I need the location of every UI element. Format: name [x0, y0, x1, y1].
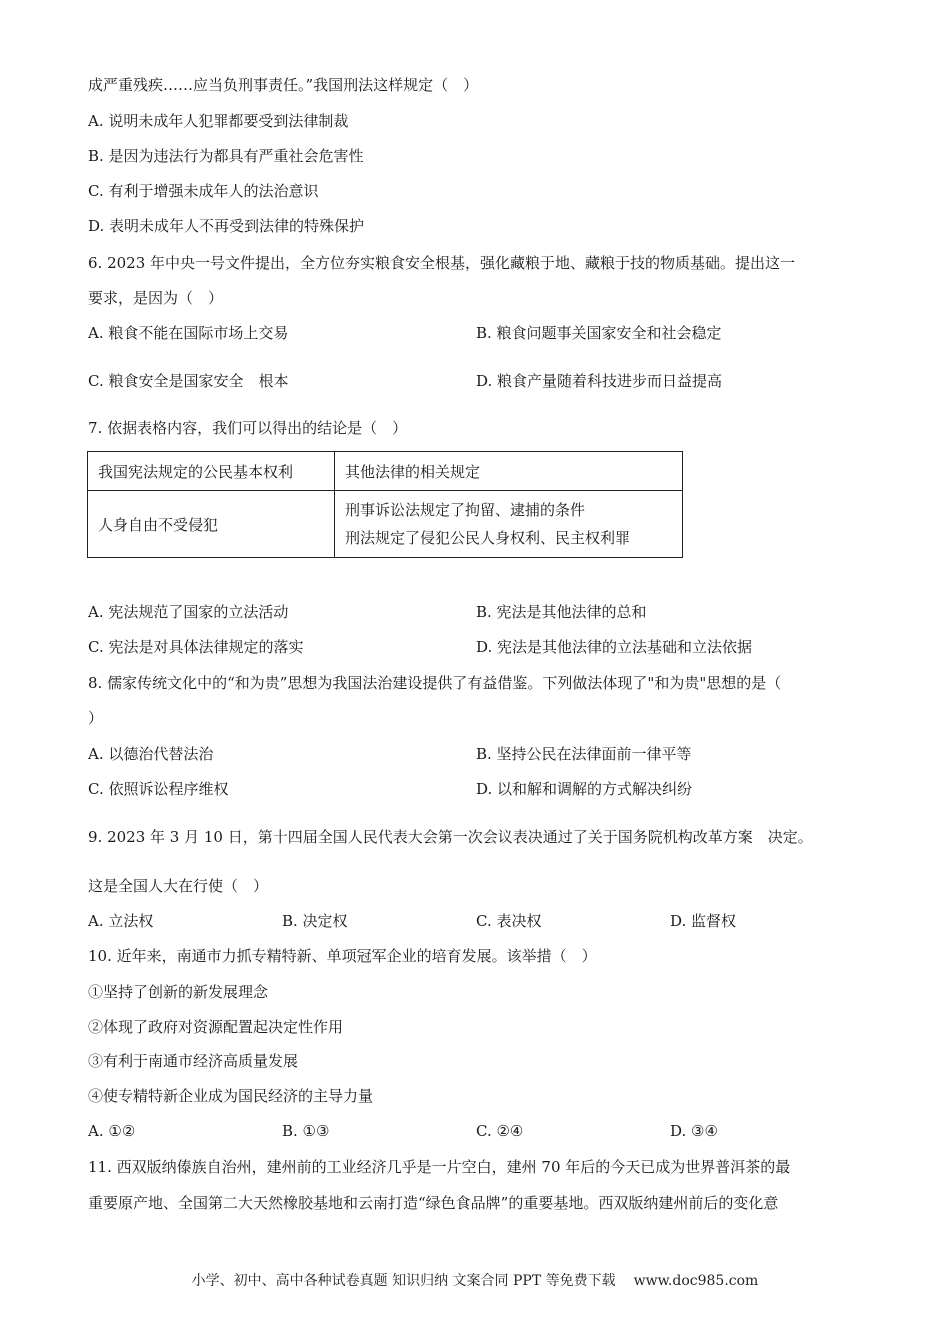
q7-option-b: B. 宪法是其他法律的总和	[476, 603, 647, 621]
page-footer	[0, 1270, 950, 1290]
footer-text: 小学、初中、高中各种试卷真题 知识归纳 文案合同 PPT 等免费下载	[191, 1273, 616, 1289]
table-cell-right-name: 人身自由不受侵犯	[88, 491, 335, 558]
footer-link[interactable]: www.doc985.com	[633, 1273, 759, 1289]
q9-stem-line2: 这是全国人大在行使（ ）	[88, 877, 269, 895]
q10-option-d: D. ③④	[670, 1122, 718, 1140]
q6-option-a: A. 粮食不能在国际市场上交易	[88, 324, 289, 342]
q9-stem-line1: 9. 2023 年 3 月 10 日，第十四届全国人民代表大会第一次会议表决通过了关于国务院机构改革方案 决定。	[88, 828, 813, 846]
q8-option-d: D. 以和解和调解的方式解决纠纷	[476, 780, 693, 798]
q9-option-c: C. 表决权	[476, 912, 542, 930]
table-header-right: 其他法律的相关规定	[335, 452, 683, 491]
q5-option-a: A. 说明未成年人犯罪都要受到法律制裁	[88, 112, 349, 130]
table-cell-related-laws	[335, 491, 683, 558]
q6-option-c: C. 粮食安全是国家安全 根本	[88, 372, 289, 390]
q8-stem-line1: 8. 儒家传统文化中的“和为贵”思想为我国法治建设提供了有益借鉴。下列做法体现了"和为贵"思想的是（	[88, 674, 782, 692]
q7-option-a: A. 宪法规范了国家的立法活动	[88, 603, 289, 621]
q8-option-c: C. 依照诉讼程序维权	[88, 780, 229, 798]
q11-stem-line1: 11. 西双版纳傣族自治州，建州前的工业经济几乎是一片空白，建州 70 年后的今天已成为世界普洱茶的最	[88, 1158, 791, 1176]
related-law-line-2: 刑法规定了侵犯公民人身权利、民主权利罪	[345, 529, 631, 547]
q10-stem: 10. 近年来，南通市力抓专精特新、单项冠军企业的培育发展。该举措（ ）	[88, 947, 597, 965]
q7-option-c: C. 宪法是对具体法律规定的落实	[88, 638, 304, 656]
q5-option-c: C. 有利于增强未成年人的法治意识	[88, 182, 319, 200]
q10-statement-2: ②体现了政府对资源配置起决定性作用	[88, 1018, 344, 1036]
q8-option-a: A. 以德治代替法治	[88, 745, 214, 763]
q9-option-a: A. 立法权	[88, 912, 154, 930]
q10-option-a: A. ①②	[88, 1122, 136, 1140]
q10-statement-4: ④使专精特新企业成为国民经济的主导力量	[88, 1087, 374, 1105]
q10-option-b: B. ①③	[282, 1122, 330, 1140]
q9-option-b: B. 决定权	[282, 912, 348, 930]
q6-stem-line1: 6. 2023 年中央一号文件提出，全方位夯实粮食安全根基，强化藏粮于地、藏粮于技的物质基础。提出这一	[88, 254, 796, 272]
q10-option-c: C. ②④	[476, 1122, 524, 1140]
q5-stem-tail: 成严重残疾……应当负刑事责任。”我国刑法这样规定（ ）	[88, 76, 479, 94]
q7-stem: 7. 依据表格内容，我们可以得出的结论是（ ）	[88, 419, 408, 437]
q6-stem-line2: 要求，是因为（ ）	[88, 289, 224, 307]
q8-option-b: B. 坚持公民在法律面前一律平等	[476, 745, 692, 763]
related-law-line-1: 刑事诉讼法规定了拘留、逮捕的条件	[345, 501, 586, 519]
q5-option-b: B. 是因为违法行为都具有严重社会危害性	[88, 147, 364, 165]
q5-option-d: D. 表明未成年人不再受到法律的特殊保护	[88, 217, 365, 235]
q7-option-d: D. 宪法是其他法律的立法基础和立法依据	[476, 638, 753, 656]
q8-stem-line2: ）	[88, 709, 104, 727]
q10-statement-1: ①坚持了创新的新发展理念	[88, 983, 269, 1001]
q7-law-table	[87, 451, 683, 558]
q6-option-b: B. 粮食问题事关国家安全和社会稳定	[476, 324, 722, 342]
table-header-left: 我国宪法规定的公民基本权利	[88, 452, 335, 491]
q6-option-d: D. 粮食产量随着科技进步而日益提高	[476, 372, 723, 390]
q11-stem-line2: 重要原产地、全国第二大天然橡胶基地和云南打造“绿色食品牌”的重要基地。西双版纳建州前后的变化意	[88, 1194, 779, 1212]
q9-option-d: D. 监督权	[670, 912, 737, 930]
q10-statement-3: ③有利于南通市经济高质量发展	[88, 1052, 299, 1070]
